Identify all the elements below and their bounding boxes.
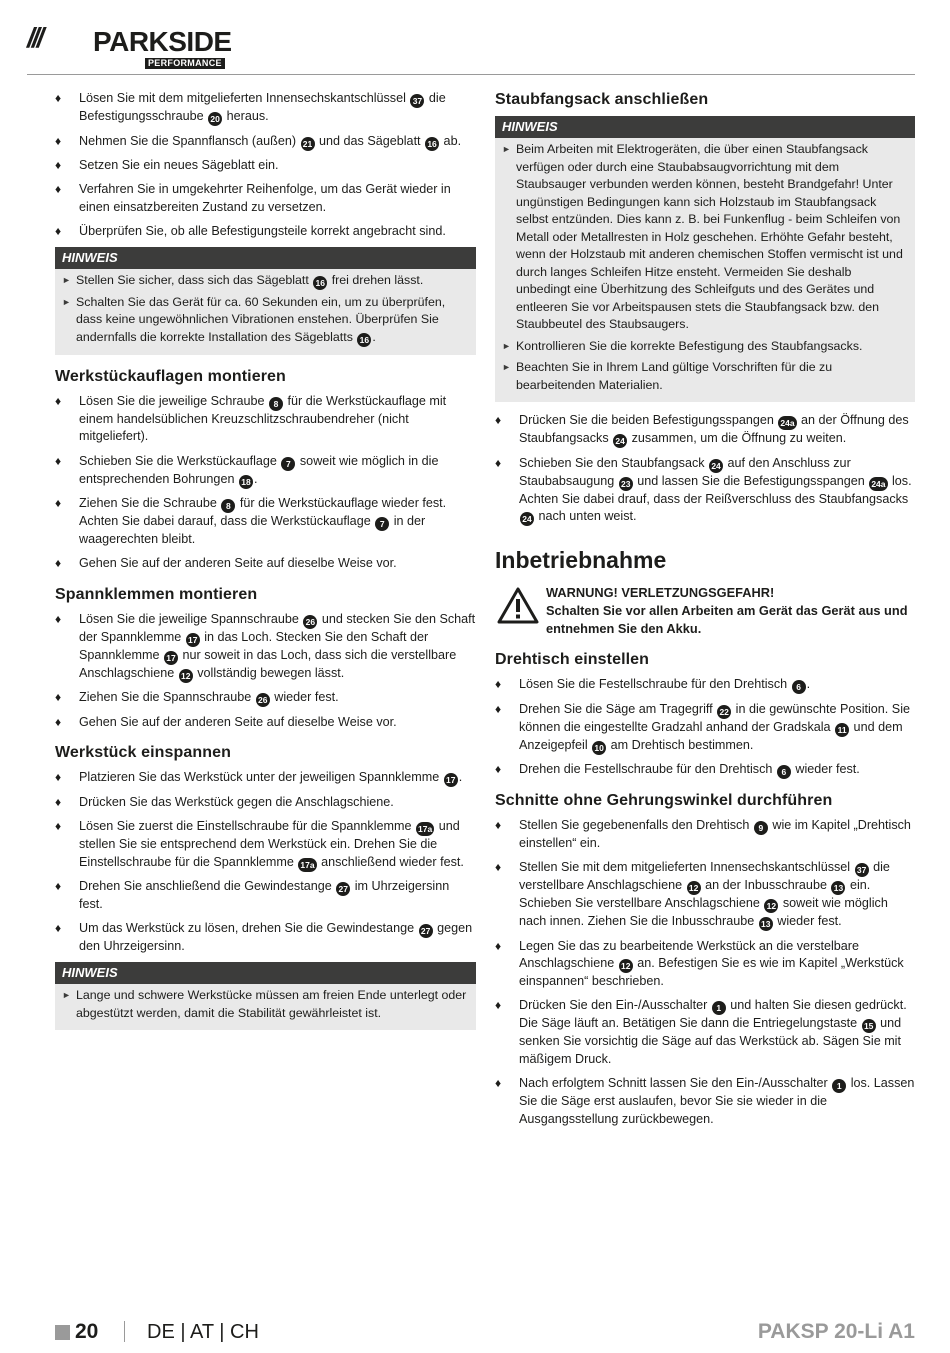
list-text: Beim Arbeiten mit Elektrogeräten, die über einen Staubfangsack verfügen oder durch eine Staubabsaugvorrichtung mit dem Staubsauger verbunden werden können, besteht Brandgefahr! Unter ungünstigen Bedingungen kann sich Holzstaub im Staubfangsack selbst entzünden. Dies kann z. B. bei Funkenflug - beim Schleifen von Metall oder Metallresten in Holz geschehen. Erhöhte Gefahr besteht, wenn der Holzstaub mit anderen chemischen Stoffen vermischt ist und durch langes Schleifen Hitze ensteht. Vermeiden Sie deshalb unbedingt eine Überhitzung des Schleifguts und des Gerätes und entleeren Sie vor Arbeitspausen stets die Staubfangsack bzw. den Staubbeutel des Staubsaugers. — [516, 142, 903, 331]
section-list — [495, 817, 915, 1128]
list-text: und lassen Sie die Befestigungsspangen — [633, 473, 869, 488]
list-text: Lösen Sie zuerst die Einstellschraube für die Spannklemme — [79, 818, 416, 833]
note-list — [495, 138, 915, 394]
language-codes: DE | AT | CH — [147, 1321, 259, 1343]
left-column — [55, 90, 476, 1040]
note-list — [55, 984, 476, 1022]
list-text: Lösen Sie die Festellschraube für den Drehtisch — [519, 677, 791, 692]
intro-list — [55, 90, 476, 240]
part-number-badge: 15 — [862, 1019, 876, 1033]
part-number-badge: 17 — [164, 651, 178, 665]
note-box — [55, 247, 476, 355]
list-text: Schalten Sie das Gerät für ca. 60 Sekunden ein, um zu überprüfen, dass keine ungewöhnlichen Vibrationen enstehen. Überprüfen Sie andernfalls die korrekte Installation des Sägeblatts — [76, 294, 446, 344]
part-number-badge: 1 — [832, 1079, 846, 1093]
list-item — [55, 393, 476, 446]
parkside-logo — [27, 22, 242, 72]
list-item — [55, 555, 476, 573]
warning-heading: WARNUNG! VERLETZUNGSGEFAHR! — [546, 585, 775, 601]
list-text: für die Werkstückauflage wieder fest. Achten Sie dabei darauf, dass die Werkstückauflage — [79, 496, 447, 529]
list-text: soweit wie möglich in die entsprechenden Bohrungen — [79, 453, 439, 486]
footer-square — [55, 1325, 70, 1340]
list-text: die verstellbare Anschlagschiene — [519, 860, 890, 893]
list-item — [495, 859, 915, 931]
list-item — [62, 294, 468, 347]
list-text: wieder fest. — [791, 762, 860, 777]
list-text: in das Loch. Stecken Sie den Schaft der Spannklemme — [79, 629, 429, 662]
list-item — [55, 453, 476, 489]
list-item — [495, 412, 915, 448]
list-text: soweit wie möglich nach innen. Ziehen Sie die Inbusschraube — [519, 896, 888, 929]
part-number-badge: 8 — [269, 397, 283, 411]
list-text: Um das Werkstück zu lösen, drehen Sie die Gewindestange — [79, 921, 418, 936]
part-number-badge: 18 — [239, 475, 253, 489]
list-text: in der waagerechten bleibt. — [79, 514, 426, 547]
part-number-badge: 7 — [281, 457, 295, 471]
part-number-badge: 13 — [759, 917, 773, 931]
list-text: anschließend wieder fest. — [317, 854, 464, 869]
list-text: ein. Schieben Sie verstellbare Anschlagschiene — [519, 878, 871, 911]
section-list — [495, 412, 915, 526]
list-text: und dem Anzeigepfeil — [519, 719, 903, 752]
list-text: an. Befestigen Sie es wie im Kapitel „Werkstück einspannen“ beschrieben. — [519, 956, 904, 989]
list-item — [495, 455, 915, 527]
part-number-badge: 37 — [410, 94, 424, 108]
part-number-badge: 12 — [619, 959, 633, 973]
part-number-badge: 16 — [313, 276, 327, 290]
part-number-badge: 24 — [709, 459, 723, 473]
list-item — [502, 359, 907, 394]
part-number-badge: 27 — [336, 882, 350, 896]
list-text: Beachten Sie in Ihrem Land gültige Vorschriften für die zu bearbeitenden Materialien. — [516, 360, 833, 392]
list-text: am Drehtisch bestimmen. — [607, 737, 754, 752]
part-number-badge: 26 — [256, 693, 270, 707]
part-number-badge: 20 — [208, 112, 222, 126]
list-item — [55, 878, 476, 914]
list-text: Verfahren Sie in umgekehrter Reihenfolge, um das Gerät wieder in einen einsatzbereiten Zustand zu versetzen. — [79, 182, 451, 214]
part-number-badge: 17 — [444, 773, 458, 787]
right-column — [495, 90, 915, 1135]
list-text: wie im Kapitel „Drehtisch einstellen“ ein. — [519, 818, 911, 851]
section-list — [495, 676, 915, 779]
list-item — [495, 761, 915, 779]
list-item — [55, 611, 476, 683]
part-number-badge: 9 — [754, 821, 768, 835]
part-number-badge: 27 — [419, 924, 433, 938]
list-item — [55, 495, 476, 549]
chapter-title: Inbetriebnahme — [495, 547, 667, 574]
warning-block — [495, 584, 915, 638]
list-text: Kontrollieren Sie die korrekte Befestigung des Staubfangsacks. — [516, 338, 863, 353]
list-item — [55, 133, 476, 151]
part-number-badge: 13 — [831, 881, 845, 895]
list-text: . — [253, 471, 258, 486]
list-text: im Uhrzeigersinn fest. — [79, 879, 450, 912]
section-list — [55, 769, 476, 955]
part-number-badge: 1 — [712, 1001, 726, 1015]
list-item — [495, 701, 915, 755]
list-item — [495, 817, 915, 853]
list-text: los. Achten Sie dabei drauf, dass der Reißverschluss des Staubfangsacks — [519, 473, 912, 506]
list-text: und senken Sie vorsichtig die Säge auf das Werkstück ab. Sägen Sie mit mäßigem Druck. — [519, 1016, 902, 1066]
list-item — [495, 1075, 915, 1128]
list-text: für die Werkstückauflage mit einem handelsüblichen Kreuzschlitzschraubendreher (nicht mitgeliefert). — [79, 393, 447, 444]
list-item — [55, 714, 476, 732]
part-number-badge: 24 — [520, 512, 534, 526]
list-item — [495, 997, 915, 1068]
list-text: Stellen Sie sicher, dass sich das Sägeblatt — [76, 272, 313, 287]
list-text: und stecken Sie den Schaft der Spannklemme — [79, 611, 476, 644]
list-item — [502, 141, 907, 334]
section-heading: Staubfangsack anschließen — [495, 91, 709, 108]
part-number-badge: 7 — [375, 517, 389, 531]
list-text: Stellen Sie mit dem mitgelieferten Innensechskantschlüssel — [519, 860, 854, 875]
part-number-badge: 12 — [687, 881, 701, 895]
list-text: gegen den Uhrzeigersinn. — [79, 921, 473, 954]
list-item — [55, 223, 476, 241]
page-footer — [55, 1318, 915, 1346]
warning-text: Schalten Sie vor allen Arbeiten am Gerät das Gerät aus und entnehmen Sie den Akku. — [546, 603, 908, 637]
section-list — [55, 611, 476, 732]
list-text: Lösen Sie die jeweilige Spannschraube — [79, 611, 303, 626]
part-number-badge: 6 — [777, 765, 791, 779]
part-number-badge: 17 — [186, 633, 200, 647]
list-text: Drücken Sie die beiden Befestigungsspangen — [519, 413, 778, 427]
list-text: Drehen die Festellschraube für den Drehtisch — [519, 762, 776, 777]
part-number-badge: 24a — [871, 478, 886, 489]
part-number-badge: 24 — [613, 434, 627, 448]
note-title: HINWEIS — [55, 962, 476, 984]
page-header — [27, 22, 915, 75]
list-text: Setzen Sie ein neues Sägeblatt ein. — [79, 158, 279, 172]
list-item — [55, 920, 476, 956]
list-text: Nehmen Sie die Spannflansch (außen) — [79, 133, 300, 148]
list-item — [55, 794, 476, 812]
list-text: in die gewünschte Position. Sie können die eingestellte Gradzahl anhand der Gradskala — [519, 701, 911, 734]
list-text: nach unten weist. — [535, 509, 637, 524]
list-item — [55, 769, 476, 787]
list-text: die Befestigungsschraube — [79, 91, 446, 123]
list-item — [55, 181, 476, 216]
note-box — [55, 962, 476, 1030]
list-item — [55, 157, 476, 175]
list-item — [62, 272, 468, 290]
part-number-badge: 11 — [835, 723, 849, 737]
list-text: zusammen, um die Öffnung zu weiten. — [628, 431, 847, 445]
list-text: Schieben Sie den Staubfangsack — [519, 455, 709, 470]
section-heading: Werkstückauflagen montieren — [55, 367, 286, 385]
list-text: nur soweit in das Loch, dass sich die verstellbare Anschlagschiene — [79, 647, 457, 680]
list-text: Ziehen Sie die Schraube — [79, 496, 221, 511]
list-text: Nach erfolgtem Schnitt lassen Sie den Ein-/Ausschalter — [519, 1076, 832, 1091]
list-item — [502, 338, 907, 356]
list-text: und halten Sie diesen gedrückt. Die Säge läuft an. Betätigen Sie dann die Entriegelungstaste — [519, 998, 907, 1031]
part-number-badge: 8 — [221, 499, 235, 513]
logo-slashes: /// — [27, 22, 42, 53]
part-number-badge: 17a — [300, 859, 315, 870]
list-text: Lösen Sie die jeweilige Schraube — [79, 393, 269, 408]
list-text: Lösen Sie mit dem mitgelieferten Innensechskantschlüssel — [79, 91, 410, 105]
list-text: Stellen Sie gegebenenfalls den Drehtisch — [519, 818, 753, 833]
list-text: Schieben Sie die Werkstückauflage — [79, 453, 281, 468]
section-heading: Werkstück einspannen — [55, 744, 231, 762]
part-number-badge: 16 — [425, 137, 439, 151]
list-text: . — [806, 677, 811, 692]
model-name: PAKSP 20-Li A1 — [757, 1320, 915, 1343]
part-number-badge: 16 — [357, 333, 371, 347]
section-list — [55, 393, 476, 573]
section-heading: Drehtisch einstellen — [495, 651, 650, 669]
list-text: Drücken Sie den Ein-/Ausschalter — [519, 998, 711, 1013]
part-number-badge: 12 — [179, 669, 193, 683]
part-number-badge: 26 — [303, 615, 317, 629]
list-text: . — [458, 770, 463, 785]
list-text: an der Inbusschraube — [701, 878, 831, 893]
list-text: wieder fest. — [773, 914, 842, 929]
list-text: Drehen Sie die Säge am Tragegriff — [519, 701, 717, 716]
logo-wordmark: PARKSIDE — [93, 26, 232, 57]
list-text: Gehen Sie auf der anderen Seite auf dieselbe Weise vor. — [79, 556, 397, 571]
note-title: HINWEIS — [495, 116, 915, 138]
list-text: Überprüfen Sie, ob alle Befestigungsteile korrekt angebracht sind. — [79, 223, 446, 238]
list-text: heraus. — [223, 109, 269, 123]
list-text: Legen Sie das zu bearbeitende Werkstück an die verstelbare Anschlagschiene — [519, 938, 860, 971]
part-number-badge: 21 — [301, 137, 315, 151]
list-text: . — [372, 329, 376, 344]
part-number-badge: 23 — [619, 477, 633, 491]
list-item — [495, 676, 915, 694]
list-text: Drücken Sie das Werkstück gegen die Anschlagschiene. — [79, 794, 394, 809]
note-list — [55, 269, 476, 347]
logo-subline: PERFORMANCE — [145, 58, 225, 69]
list-text: an der Öffnung des Staubfangsacks — [519, 413, 909, 445]
list-text: auf den Anschluss zur Staubabsaugung — [519, 455, 851, 488]
list-text: vollständig bewegen lässt. — [193, 665, 345, 680]
list-text: und stellen Sie sie entsprechend dem Werkstück ein. Drehen Sie die Einstellschraube für die Spannklemme — [79, 818, 460, 869]
part-number-badge: 6 — [792, 680, 806, 694]
list-text: Drehen Sie anschließend die Gewindestange — [79, 879, 336, 894]
list-text: Ziehen Sie die Spannschraube — [79, 690, 255, 705]
part-number-badge: 10 — [592, 741, 606, 755]
list-item — [62, 987, 468, 1022]
list-text: und das Sägeblatt — [315, 133, 425, 148]
page-number: 20 — [75, 1320, 99, 1343]
list-text: Gehen Sie auf der anderen Seite auf dieselbe Weise vor. — [79, 714, 397, 729]
note-box — [495, 116, 915, 402]
list-text: los. Lassen Sie die Säge erst auslaufen, bevor Sie sie wieder in die Ausgangsstellung zurückbewegen. — [519, 1076, 915, 1126]
list-text: wieder fest. — [270, 690, 339, 705]
footer-divider — [124, 1321, 125, 1342]
part-number-badge: 22 — [717, 705, 731, 719]
list-item — [55, 818, 476, 872]
list-text: Lange und schwere Werkstücke müssen am freien Ende unterlegt oder abgestützt werden, damit die Stabilität gewährleistet ist. — [76, 988, 467, 1020]
list-text: Platzieren Sie das Werkstück unter der jeweiligen Spannklemme — [79, 770, 443, 785]
list-text: frei drehen lässt. — [328, 272, 424, 287]
list-item — [495, 938, 915, 991]
part-number-badge: 24a — [780, 418, 795, 428]
part-number-badge: 37 — [855, 863, 869, 877]
part-number-badge: 17a — [418, 823, 433, 834]
list-text: ab. — [440, 133, 462, 148]
list-item — [55, 90, 476, 126]
warning-triangle-icon — [497, 587, 539, 624]
list-item — [55, 689, 476, 707]
section-heading: Schnitte ohne Gehrungswinkel durchführen — [495, 792, 833, 810]
section-heading: Spannklemmen montieren — [55, 585, 258, 603]
note-title: HINWEIS — [55, 247, 476, 269]
part-number-badge: 12 — [764, 899, 778, 913]
